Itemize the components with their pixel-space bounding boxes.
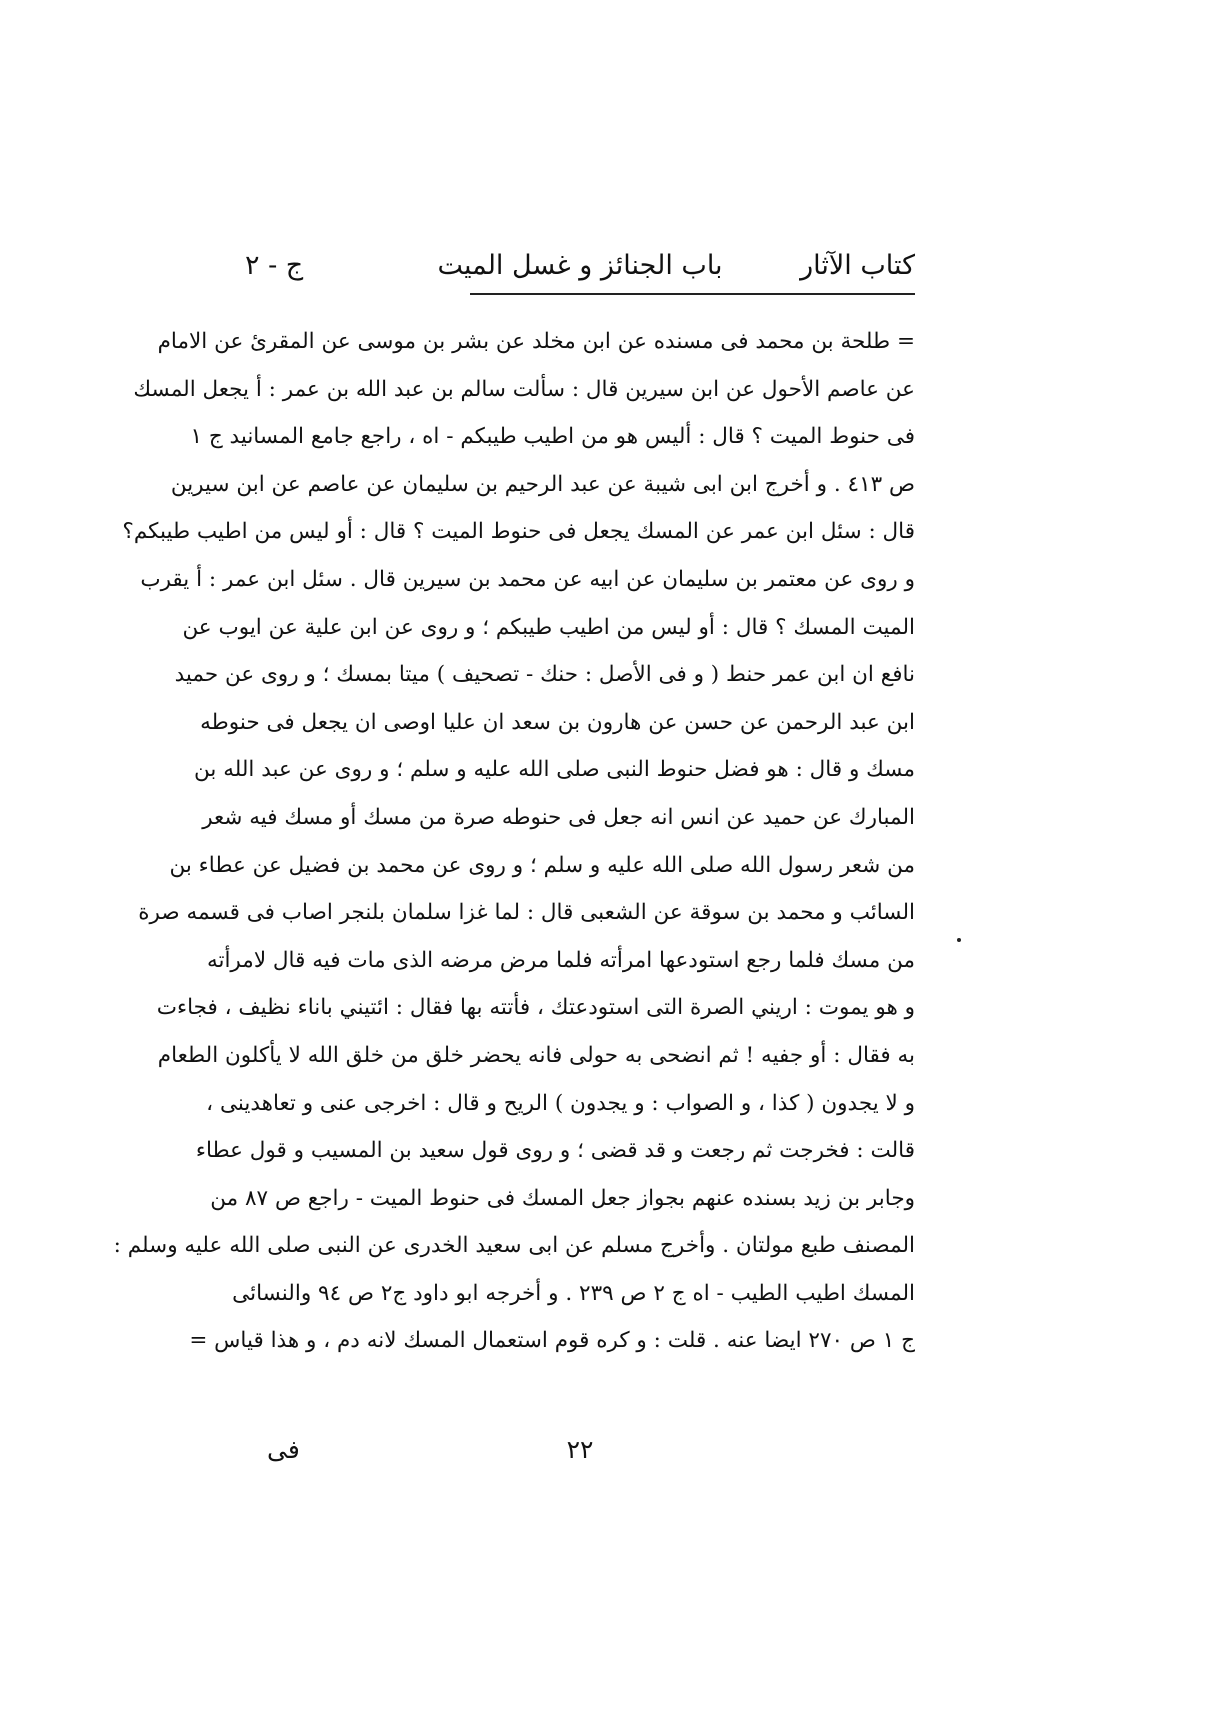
text-line: مسك و قال : هو فضل حنوط النبى صلى الله عليه و سلم ؛ و روى عن عبد الله بن [194, 757, 915, 783]
page-number: ٢٢ [566, 1435, 594, 1464]
text-line: قالت : فخرجت ثم رجعت و قد قضى ؛ و روى قول سعيد بن المسيب و قول عطاء [195, 1138, 915, 1164]
text-line: المصنف طبع مولتان . وأخرج مسلم عن ابى سعيد الخدرى عن النبى صلى الله عليه وسلم : [113, 1233, 915, 1259]
chapter-title: باب الجنائز و غسل الميت [437, 250, 723, 281]
text-line: فى حنوط الميت ؟ قال : أليس هو من اطيب طيبكم - اه ، راجع جامع المسانيد ج ١ [190, 424, 915, 450]
catchword: فى [267, 1435, 300, 1464]
header-rule [470, 293, 915, 295]
text-line: و هو يموت : اريني الصرة التى استودعتك ، فأتته بها فقال : ائتيني باناء نظيف ، فجاءت [156, 995, 915, 1021]
text-line: و روى عن معتمر بن سليمان عن ابيه عن محمد بن سيرين قال . سئل ابن عمر : أ يقرب [140, 566, 915, 592]
book-title: كتاب الآثار [800, 250, 915, 281]
text-line: نافع ان ابن عمر حنط ( و فى الأصل : حنك - تصحيف ) ميتا بمسك ؛ و روى عن حميد [174, 662, 915, 688]
volume-number: ج - ٢ [245, 250, 304, 281]
text-line: من شعر رسول الله صلى الله عليه و سلم ؛ و روى عن محمد بن فضيل عن عطاء بن [169, 852, 915, 878]
text-line: ص ٤١٣ . و أخرج ابن ابى شيبة عن عبد الرحيم بن سليمان عن عاصم عن ابن سيرين [170, 471, 915, 497]
stray-ink-dot [957, 938, 961, 942]
text-line: وجابر بن زيد بسنده عنهم بجواز جعل المسك فى حنوط الميت - راجع ص ٨٧ من [210, 1185, 915, 1211]
running-header [245, 246, 915, 286]
text-line: ج ١ ص ٢٧٠ ايضا عنه . قلت : و كره قوم استعمال المسك لانه دم ، و هذا قياس = [189, 1328, 915, 1354]
text-line: من مسك فلما رجع استودعها امرأته فلما مرض مرضه الذى مات فيه قال لامرأته [206, 947, 915, 973]
text-line: المسك اطيب الطيب - اه ج ٢ ص ٢٣٩ . و أخرجه ابو داود ج٢ ص ٩٤ والنسائى [232, 1280, 915, 1306]
footnote-text-block [113, 318, 915, 1365]
text-line: عن عاصم الأحول عن ابن سيرين قال : سألت سالم بن عبد الله بن عمر : أ يجعل المسك [133, 376, 915, 402]
text-line: السائب و محمد بن سوقة عن الشعبى قال : لما غزا سلمان بلنجر اصاب فى قسمه صرة [138, 900, 915, 926]
text-line: قال : سئل ابن عمر عن المسك يجعل فى حنوط الميت ؟ قال : أو ليس من اطيب طيبكم؟ [122, 519, 915, 545]
text-line: و لا يجدون ( كذا ، و الصواب : و يجدون ) الريح و قال : اخرجى عنى و تعاهدينى ، [206, 1090, 915, 1116]
text-line: = طلحة بن محمد فى مسنده عن ابن مخلد عن بشر بن موسى عن المقرئ عن الامام [157, 329, 915, 354]
text-line: ابن عبد الرحمن عن حسن عن هارون بن سعد ان عليا اوصى ان يجعل فى حنوطه [200, 709, 915, 735]
text-line: المبارك عن حميد عن انس انه جعل فى حنوطه صرة من مسك أو مسك فيه شعر [202, 804, 915, 830]
page-footer [245, 1430, 915, 1470]
text-line: الميت المسك ؟ قال : أو ليس من اطيب طيبكم ؛ و روى عن ابن علية عن ايوب عن [182, 614, 915, 640]
text-line: به فقال : أو جفيه ! ثم انضحى به حولى فانه يحضر خلق من خلق الله لا يأكلون الطعام [157, 1042, 915, 1068]
